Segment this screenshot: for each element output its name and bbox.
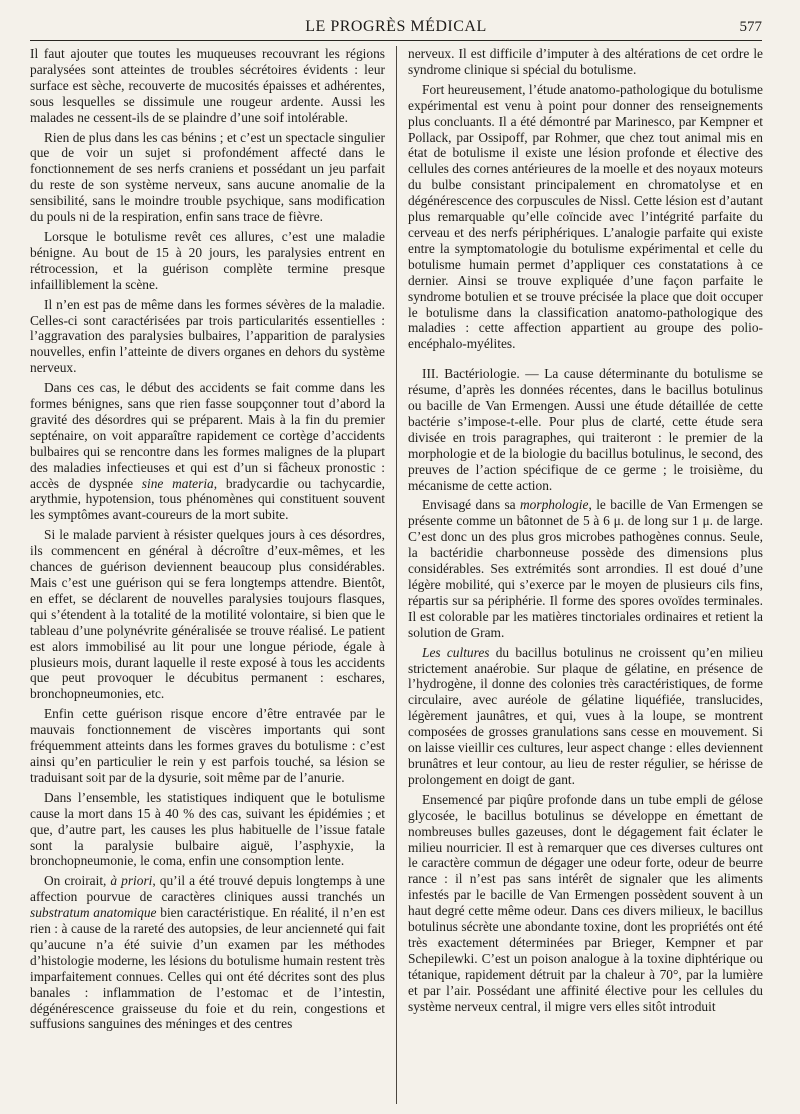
italic-term: morphologie [520,497,589,513]
text-run: , bradycardie ou tachycardie, arythmie, hypotension, tous phénomènes qui constituent souvent les symptômes avant-coureurs de la mort subite. [30,475,385,523]
italic-term: sine materia [141,475,214,491]
left-column [30,46,385,1104]
paragraph [408,645,763,788]
section-paragraph: III. Bactériologie. — La cause déterminante du botulisme se résume, d’après les données récentes, dans le bacillus botulinus ou bacille de Van Ermengen. Aussi une étude détaillée de cette bactérie s’impose-t-elle. Pour plus de clarté, cette étude sera divisée en trois paragraphes, qui traiteront : le premier de la morphologie et de la biologie du bacillus botulinus, le second, des preuves de l’action spécifique de ce germe ; le troisième, du mécanisme de cette action. [408,366,763,493]
text-run: du bacillus botulinus ne croissent qu’en milieu strictement anaérobie. Sur plaque de gélatine, en présence de l’hydrogène, il donne des colonies très caractéristiques, de forme circulaire, avec auréole de gélatine liquéfiée, translucides, légèrement jaunâtres, et qui, vues à la loupe, se montrent composées de grosses granulations sans cesse en mouvement. Si on laisse vieillir ces cultures, leur aspect change : elles deviennent brunâtres et leur contour, au lieu de rester régulier, se hérisse de prolongement en doigt de gant. [408,644,763,787]
text-run: , qu’il a été trouvé depuis longtemps à une affection pourvue de caractères cliniques aussi tranchés un [30,873,385,905]
paragraph: nerveux. Il est difficile d’imputer à des altérations de cet ordre le syndrome clinique si spécial du botulisme. [408,46,763,77]
text-run: On croirait, [44,873,111,889]
text-run: , le bacille de Van Ermengen se présente comme un bâtonnet de 5 à 6 μ. de long sur 1 μ. de large. C’est donc un des plus gros microbes pathogènes connus. Seule, la bactéridie charbonneuse possède des dimensions plus considérables. Ses extrémités sont arrondies. Il est doué d’une légère mobilité, qui s’exerce par le moyen de plusieurs cils fins, répartis sur sa périphérie. Il forme des spores ovoïdes terminales. Il est colorable par les matières tinctoriales ordinaires et retient la solution de Gram. [408,497,763,640]
right-column [408,46,763,1104]
paragraph: Fort heureusement, l’étude anatomo-pathologique du botulisme expérimental est venu à point pour donner des renseignements plus concluants. Il a été démontré par Marinesco, par Kempner et Pollack, par Ossipoff, par Rohmer, que chez tout animal mis en état de botulisme il existe une lésion profonde et élective des cellules des cornes antérieures de la moelle et des noyaux moteurs du bulbe consistant principalement en chromatolyse et en dégénérescence des corpuscules de Nissl. Cette lésion est d’autant plus remarquable qu’elle coïncide avec l’intégrité parfaite du cerveau et des nerfs périphériques. L’analogie parfaite qui existe entre la symptomatologie du botulisme expérimental et celle du botulisme humain permet d’appliquer ces constatations à ce dernier. Ainsi se trouve expliquée d’une façon parfaite le syndrome botulien et se trouve précisée la place que doit occuper le botulisme dans la classification anatomo-pathologique des maladies : cette affection appartient au groupe des polio-encéphalo-myélites. [408,81,763,352]
text-run: Envisagé dans sa [422,497,521,513]
paragraph: Enfin cette guérison risque encore d’être entravée par le mauvais fonctionnement de viscères importants qui sont fréquemment atteints dans les formes graves du botulisme : c’est ainsi qu’en particulier le rein y est parfois touché, sa lésion se traduisant soit par de la dysurie, soit même par de l’anurie. [30,706,385,785]
paragraph: Ensemencé par piqûre profonde dans un tube empli de gélose glycosée, le bacillus botulinus se développe en émettant de nombreuses bulles gazeuses, dont le dégagement fait éclater le milieu nourricier. Il est à remarquer que ces diverses cultures ont le caractère commun de dégager une odeur forte, odeur de beurre rance : il n’est pas sans intérêt de signaler que les aliments infestés par le bacille de Van Ermengen possèdent souvent à un haut degré cette même odeur. Dans ces divers milieux, le bacillus botulinus sécrète une abondante toxine, dont les propriétés ont été très exactement déterminées par Brieger, Kempner et par Schepilewki. C’est un poison analogue à la toxine diphtérique ou tétanique, rapidement détruit par la chaleur à 70°, par la lumière et par l’air. Possédant une affinité élective pour les cellules du système nerveux central, il migre vers elles sitôt introduit [408,791,763,1014]
italic-term: substratum anatomique [30,905,157,921]
header-rule [30,40,762,41]
paragraph [30,380,385,523]
text-run: bien caractéristique. En réalité, il n’en est rien : à cause de la rareté des autopsies, de leur ancienneté qui fait qu’aucune n’a été suivie d’un examen par les méthodes d’histologie moderne, les lésions du botulisme humain restent très imparfaitement connues. Celles qui ont été décrites sont des plus banales : inflammation de l’estomac et de l’intestin, dégénérescence graisseuse du foie et du rein, congestions et suffusions sanguines des méninges et des centres [30,905,385,1032]
page-header [30,14,762,40]
paragraph [408,497,763,640]
paragraph: Il faut ajouter que toutes les muqueuses recouvrant les régions paralysées sont atteintes de troubles sécrétoires évidents : leur surface est sèche, recouverte de mucosités épaisses et adhérentes, sous lesquelles se dissimule une rougeur ardente. Aussi les malades ne cessent-ils de se plaindre d’une soif intolérable. [30,46,385,125]
italic-term: Les cultures [422,644,490,660]
paragraph: Dans l’ensemble, les statistiques indiquent que le botulisme cause la mort dans 15 à 40 % des cas, suivant les épidémies ; et que, d’autre part, les causes les plus habituelle de l’issue fatale sont la paralysie bulbaire aiguë, l’asphyxie, la bronchopneumonie, le coma, enfin une consomption lente. [30,789,385,869]
paragraph: Rien de plus dans les cas bénins ; et c’est un spectacle singulier que de voir un sujet si profondément affecté dans le fonctionnement de ses nerfs craniens et possédant un jeu parfait du reste de son système nerveux, sans aucune anomalie de la sensibilité, sans le moindre trouble psychique, sans modification du pouls ni de la respiration, enfin sans trace de fièvre. [30,129,385,225]
page-number: 577 [739,19,762,35]
paragraph [30,873,385,1032]
paragraph: Il n’en est pas de même dans les formes sévères de la maladie. Celles-ci sont caractérisées par trois particularités essentielles : l’aggravation des paralysies bulbaires, l’apparition de paralysies nouvelles, enfin l’atteinte de divers organes en dehors du système nerveux. [30,296,385,376]
text-run: Dans ces cas, le début des accidents se fait comme dans les formes bénignes, sans que rien fasse soupçonner tout d’abord la gravité des désordres qui se préparent. Mais à la fin du premier septénaire, on voit apparaître rapidement ce cortège d’accidents bulbaires qui se rencontre dans les formes malignes de la plupart des maladies infectieuses et qui est d’un si fâcheux pronostic : accès de dyspnée [30,380,385,491]
column-divider [396,46,397,1104]
paragraph: Lorsque le botulisme revêt ces allures, c’est une maladie bénigne. Au bout de 15 à 20 jours, les paralysies entrent en rétrocession, et la guérison complète termine presque infailliblement la scène. [30,228,385,292]
running-title: LE PROGRÈS MÉDICAL [305,18,487,35]
italic-term: à priori [110,873,153,889]
paragraph: Si le malade parvient à résister quelques jours à ces désordres, ils commencent en général à décroître d’eux-mêmes, et les chances de guérison deviennent beaucoup plus considérables. Mais c’est une guérison qui se fera longtemps attendre. Bientôt, en effet, se déclarent de nouvelles paralysies toujours flasques, qui s’étendent à la totalité de la motilité volontaire, si bien que le tableau d’une polynévrite généralisée se trouve réalisé. Le patient est alors immobilisé au lit pour une longue période, égale à plusieurs mois, durant laquelle il reste exposé à tous les accidents que peut provoquer le décubitus permanent : eschares, bronchopneumonies, etc. [30,527,385,702]
